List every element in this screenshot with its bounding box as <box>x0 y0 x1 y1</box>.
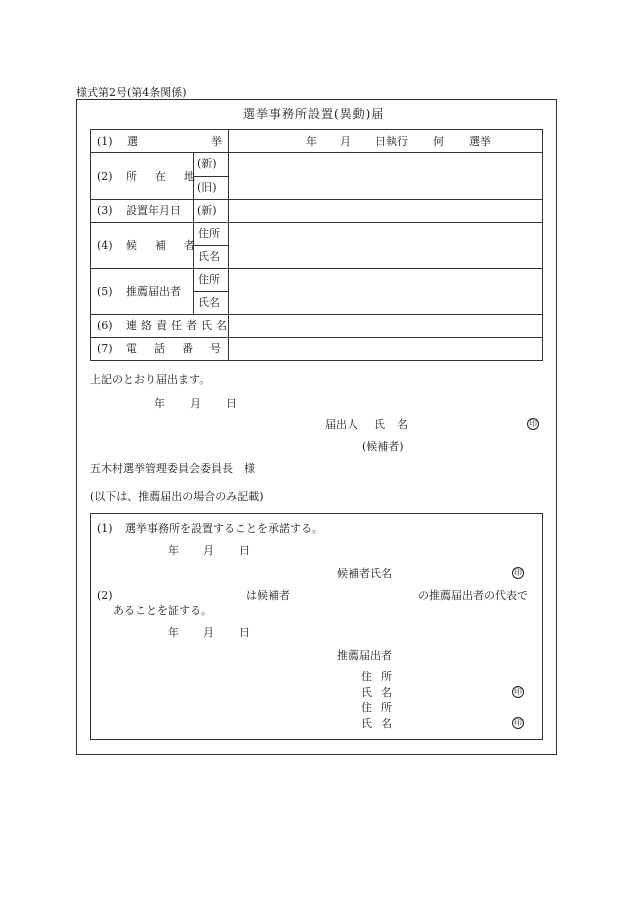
candidate-name-label: 候補者氏名 <box>337 567 392 580</box>
seal-icon: 印 <box>514 718 522 727</box>
submitter-label: 届出人 <box>325 418 358 431</box>
form-title: 選挙事務所設置(異動)届 <box>243 107 385 121</box>
recommender-label: 推薦届出者 <box>337 649 392 662</box>
form-number: 様式第2号(第4条関係) <box>76 86 187 99</box>
seal-icon: 印 <box>529 419 537 428</box>
statement: 上記のとおり届出ます。 <box>90 373 211 386</box>
candidate-paren: (候補者) <box>362 440 404 453</box>
certify-text: あることを証する。 <box>113 604 212 617</box>
addressee: 五木村選挙管理委員会委員長 様 <box>90 462 255 475</box>
seal-icon: 印 <box>514 568 522 577</box>
note: (以下は、推薦届出の場合のみ記載) <box>90 490 264 503</box>
consent-text: 選挙事務所を設置することを承諾する。 <box>125 522 323 535</box>
recommendation-box <box>90 513 543 740</box>
seal-icon: 印 <box>514 687 522 696</box>
